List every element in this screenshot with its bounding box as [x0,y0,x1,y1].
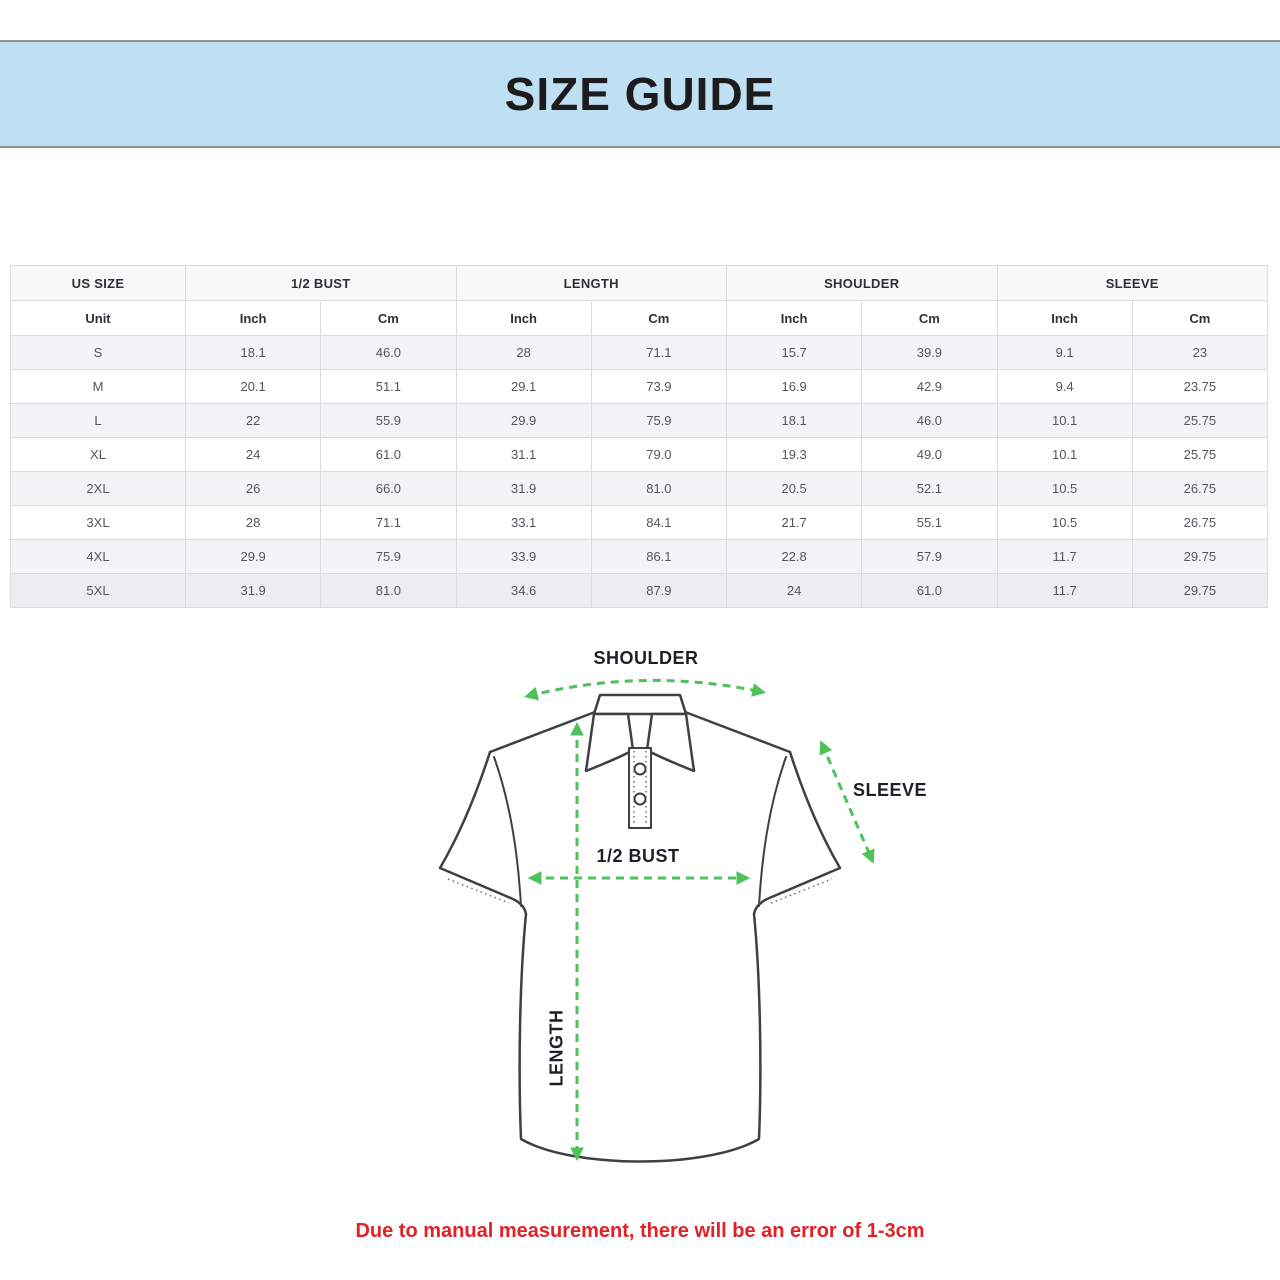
table-row [11,506,1268,540]
unit-header-cell: Cm [1132,301,1267,336]
value-cell: 21.7 [727,506,862,540]
table-row [11,370,1268,404]
shoulder-label: SHOULDER [593,648,699,668]
size-cell: 3XL [11,506,186,540]
value-cell: 29.1 [456,370,591,404]
size-cell: 5XL [11,574,186,608]
value-cell: 46.0 [862,404,997,438]
unit-header-cell: Inch [997,301,1132,336]
value-cell: 26.75 [1132,472,1267,506]
value-cell: 79.0 [591,438,726,472]
value-cell: 10.5 [997,472,1132,506]
value-cell: 61.0 [321,438,456,472]
value-cell: 42.9 [862,370,997,404]
value-cell: 15.7 [727,336,862,370]
length-label: LENGTH [546,1009,567,1087]
value-cell: 86.1 [591,540,726,574]
size-cell: 4XL [11,540,186,574]
column-group-header: SLEEVE [997,266,1268,301]
value-cell: 23 [1132,336,1267,370]
value-cell: 57.9 [862,540,997,574]
value-cell: 75.9 [321,540,456,574]
value-cell: 16.9 [727,370,862,404]
value-cell: 20.1 [186,370,321,404]
value-cell: 87.9 [591,574,726,608]
value-cell: 10.5 [997,506,1132,540]
value-cell: 33.1 [456,506,591,540]
value-cell: 71.1 [321,506,456,540]
size-table [10,265,1268,608]
value-cell: 10.1 [997,404,1132,438]
value-cell: 55.9 [321,404,456,438]
value-cell: 10.1 [997,438,1132,472]
value-cell: 9.4 [997,370,1132,404]
shoulder-arrow [528,680,762,696]
table-row [11,472,1268,506]
button-bottom [635,794,646,805]
value-cell: 23.75 [1132,370,1267,404]
value-cell: 31.9 [186,574,321,608]
size-cell: XL [11,438,186,472]
value-cell: 75.9 [591,404,726,438]
value-cell: 19.3 [727,438,862,472]
value-cell: 22.8 [727,540,862,574]
value-cell: 29.9 [456,404,591,438]
value-cell: 34.6 [456,574,591,608]
unit-header-cell: Unit [11,301,186,336]
table-row [11,574,1268,608]
size-cell: S [11,336,186,370]
value-cell: 51.1 [321,370,456,404]
value-cell: 31.1 [456,438,591,472]
value-cell: 71.1 [591,336,726,370]
unit-header-cell: Inch [456,301,591,336]
column-group-header: SHOULDER [727,266,998,301]
value-cell: 28 [186,506,321,540]
value-cell: 46.0 [321,336,456,370]
size-table-body [11,336,1268,608]
value-cell: 11.7 [997,574,1132,608]
value-cell: 24 [186,438,321,472]
value-cell: 52.1 [862,472,997,506]
size-cell: L [11,404,186,438]
value-cell: 29.75 [1132,574,1267,608]
unit-header-cell: Inch [727,301,862,336]
measurement-diagram [0,640,1280,1260]
button-top [635,764,646,775]
value-cell: 18.1 [186,336,321,370]
measurement-disclaimer: Due to manual measurement, there will be an error of 1-3cm [355,1220,925,1242]
value-cell: 29.9 [186,540,321,574]
value-cell: 33.9 [456,540,591,574]
unit-header-cell: Cm [321,301,456,336]
table-row [11,438,1268,472]
size-guide-banner [0,40,1280,148]
page-title: SIZE GUIDE [504,68,776,120]
table-group-header-row [11,266,1268,301]
value-cell: 18.1 [727,404,862,438]
value-cell: 26.75 [1132,506,1267,540]
value-cell: 81.0 [591,472,726,506]
value-cell: 39.9 [862,336,997,370]
value-cell: 28 [456,336,591,370]
value-cell: 66.0 [321,472,456,506]
value-cell: 81.0 [321,574,456,608]
value-cell: 20.5 [727,472,862,506]
size-table-head [11,266,1268,336]
table-row [11,404,1268,438]
value-cell: 25.75 [1132,404,1267,438]
value-cell: 25.75 [1132,438,1267,472]
unit-header-cell: Inch [186,301,321,336]
value-cell: 9.1 [997,336,1132,370]
value-cell: 31.9 [456,472,591,506]
value-cell: 49.0 [862,438,997,472]
table-row [11,336,1268,370]
shirt-outline [440,695,840,1162]
sleeve-label: SLEEVE [852,780,928,800]
size-cell: M [11,370,186,404]
value-cell: 61.0 [862,574,997,608]
table-row [11,540,1268,574]
value-cell: 84.1 [591,506,726,540]
bust-label: 1/2 BUST [596,846,680,866]
polo-shirt-illustration [390,640,890,1260]
size-cell: 2XL [11,472,186,506]
sleeve-arrow [822,744,872,860]
value-cell: 11.7 [997,540,1132,574]
unit-header-cell: Cm [862,301,997,336]
value-cell: 22 [186,404,321,438]
table-unit-header-row [11,301,1268,336]
column-group-header: LENGTH [456,266,727,301]
column-group-header: US SIZE [11,266,186,301]
value-cell: 24 [727,574,862,608]
value-cell: 73.9 [591,370,726,404]
value-cell: 29.75 [1132,540,1267,574]
unit-header-cell: Cm [591,301,726,336]
value-cell: 26 [186,472,321,506]
column-group-header: 1/2 BUST [186,266,457,301]
value-cell: 55.1 [862,506,997,540]
